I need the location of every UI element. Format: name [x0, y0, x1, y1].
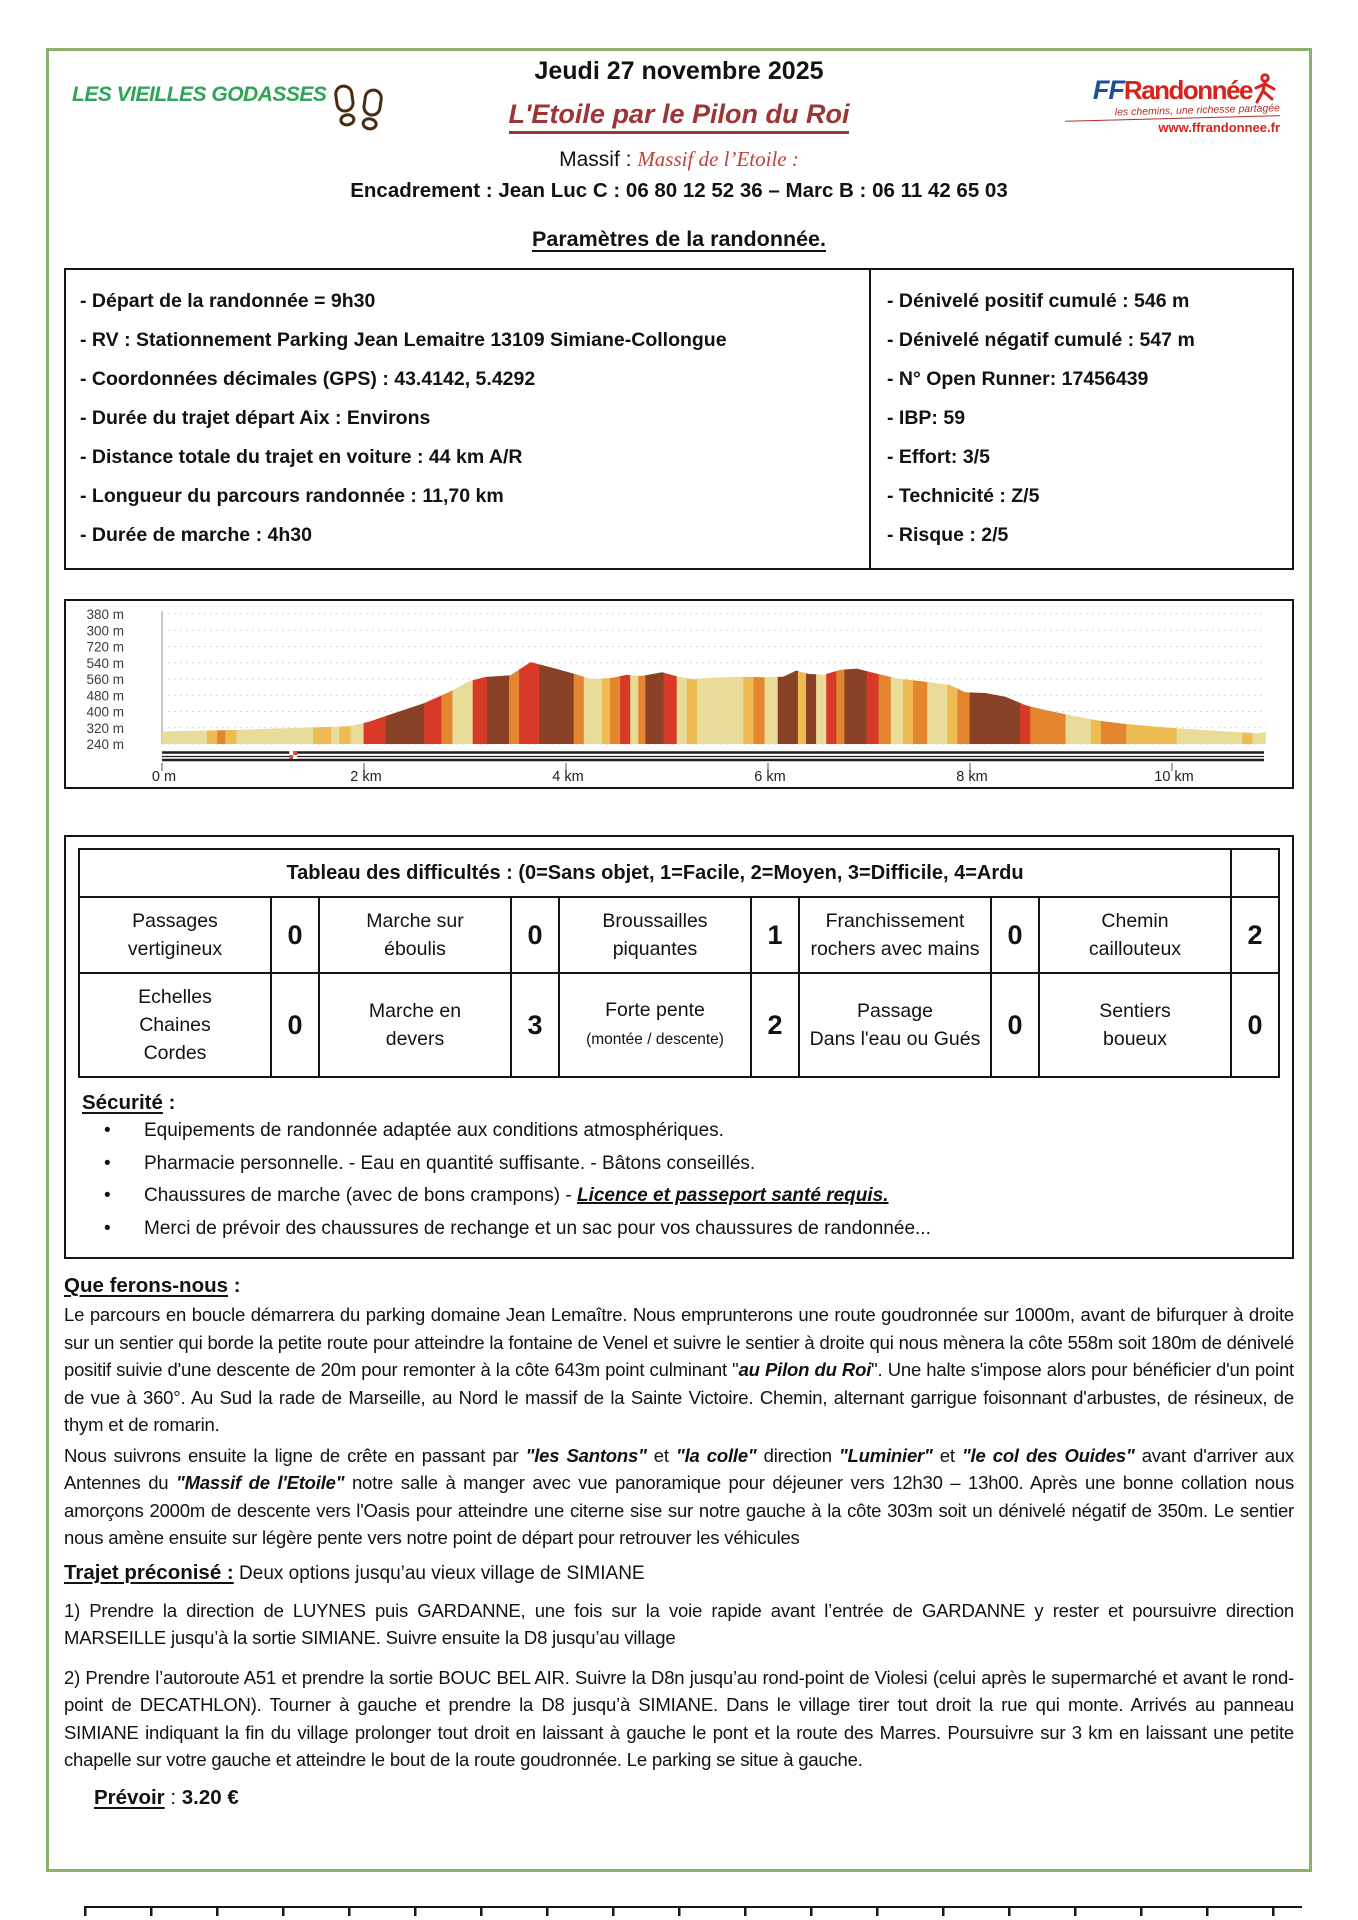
difficulty-value: 2 [751, 973, 799, 1077]
param-line: - Coordonnées décimales (GPS) : 43.4142, 5.4292 [80, 368, 536, 390]
params-left [66, 270, 869, 568]
params-right [869, 270, 1292, 568]
program-paragraph-2: Nous suivrons ensuite la ligne de crête en passant par "les Santons" et "la colle" direction "Luminier" et "le col des Ouides" avant d'arriver aux Antennes du "Massif de l'Etoile" notre salle à manger avec vue panoramique pour déjeuner vers 12h30 – 13h00. Après une bonne collation nous amorçons 2000m de descente vers l'Oasis pour atteindre une citerne sise sur notre gauche à la côte 303m soit un dénivelé négatif de 350m. Le sentier nous amène ensuite sur légère pente vers notre point de départ pour retrouver les véhicules [64, 1444, 1294, 1548]
param-line: - Longueur du parcours randonnée : 11,70 km [80, 485, 504, 507]
massif-value: Massif de l’Etoile : [637, 147, 799, 171]
params-box [64, 268, 1294, 570]
security-bullet: • Equipements de randonnée adaptée aux conditions atmosphériques. [104, 1115, 1280, 1148]
club-name: LES VIEILLES GODASSES [72, 83, 327, 106]
massif-label: Massif : [559, 148, 632, 171]
difficulty-label: Echelles Chaines Cordes [79, 973, 271, 1077]
bullet-icon: • [104, 1217, 111, 1239]
svg-text:0 m: 0 m [151, 769, 177, 783]
ffr-tagline: les chemins, une richesse partagée [1065, 102, 1280, 122]
difficulty-label: Chemin caillouteux [1039, 897, 1231, 973]
next-page-edge [84, 1906, 1302, 1916]
difficulty-label: Forte pente (montée / descente) [559, 973, 751, 1077]
program-title: Que ferons-nous : [64, 1274, 241, 1297]
elevation-profile [64, 599, 1294, 789]
difficulty-value: 0 [991, 897, 1039, 973]
route-title: Trajet préconisé : [64, 1560, 234, 1584]
difficulty-row [79, 973, 1279, 1077]
ffr-name-text: Randonnée [1123, 74, 1252, 105]
difficulty-table [78, 848, 1280, 1078]
svg-text:380 m: 380 m [86, 607, 124, 622]
prevoir-label: Prévoir [94, 1785, 165, 1809]
difficulty-label: Marche sur éboulis [319, 897, 511, 973]
svg-text:300 m: 300 m [86, 623, 124, 639]
svg-text:2 km: 2 km [350, 769, 382, 783]
security-list [78, 1115, 1280, 1245]
difficulty-value: 0 [271, 973, 319, 1077]
difficulty-table-title: Tableau des difficultés : (0=Sans objet, 1=Facile, 2=Moyen, 3=Difficile, 4=Ardu [79, 849, 1231, 897]
difficulty-value: 3 [511, 973, 559, 1077]
security-bullet: • Pharmacie personnelle. - Eau en quantité suffisante. - Bâtons conseillés. [104, 1148, 1280, 1181]
massif-line [64, 147, 1294, 172]
elevation-chart-svg [66, 601, 1294, 783]
security-bullet: • Merci de prévoir des chaussures de rechange et un sac pour vos chaussures de randonnée... [104, 1213, 1280, 1246]
difficulty-label: Broussailles piquantes [559, 897, 751, 973]
svg-text:480 m: 480 m [86, 688, 124, 704]
ffr-url: www.ffrandonnee.fr [1158, 120, 1280, 135]
difficulty-label: Franchissement rochers avec mains [799, 897, 991, 973]
param-line: - IBP: 59 [887, 407, 966, 429]
difficulty-security-box [64, 835, 1294, 1259]
bullet-icon: • [104, 1152, 111, 1174]
difficulty-value: 0 [991, 973, 1039, 1077]
date-title: Jeudi 27 novembre 2025 [534, 57, 824, 85]
difficulty-value: 0 [1231, 973, 1279, 1077]
prevoir-value: 3.20 € [181, 1785, 239, 1809]
svg-text:320 m: 320 m [86, 720, 124, 736]
club-logo [72, 83, 386, 141]
difficulty-label: Passage Dans l'eau ou Gués [799, 973, 991, 1077]
difficulty-row [79, 897, 1279, 973]
svg-text:540 m: 540 m [86, 655, 124, 671]
route-option-1: 1) Prendre la direction de LUYNES puis GARDANNE, une fois sur la voie rapide avant l’entrée de GARDANNE y rester et poursuivre direction MARSEILLE jusqu’à la sortie SIMIANE. Suivre ensuite la D8 jusqu’au village [64, 1599, 1294, 1648]
route-intro: Deux options jusqu’au vieux village de SIMIANE [239, 1562, 645, 1584]
program-paragraph-1: Le parcours en boucle démarrera du parking domaine Jean Lemaître. Nous emprunterons une route goudronnée sur 1000m, avant de bifurquer à droite sur un sentier qui borde la petite route pour atteindre la fontaine de Venel et suivre le sentier à droite qui nous mènera la côte 558m soit 180m de dénivelé positif suivie d'une descente de 20m pour remonter à la côte 643m point culminant "au Pilon du Roi". Une halte s'impose alors pour bénéficier d'un point de vue à 360°. Au Sud la rade de Marseille, au Nord le massif de la Sainte Victoire. Chemin, alternant garrigue foisonnant d'arbustes, de résineux, de thym et de romarin. [64, 1304, 1295, 1435]
param-line: - Technicité : Z/5 [887, 485, 1040, 507]
svg-text:560 m: 560 m [86, 672, 124, 687]
param-line: - Risque : 2/5 [887, 524, 1009, 546]
svg-text:240 m: 240 m [86, 737, 124, 752]
difficulty-label: Sentiers boueux [1039, 973, 1231, 1077]
param-line: - N° Open Runner: 17456439 [887, 368, 1149, 390]
page-border-frame [46, 48, 1312, 1872]
encadrement-line: Encadrement : Jean Luc C : 06 80 12 52 36 – Marc B : 06 11 42 65 03 [350, 179, 1008, 202]
difficulty-label: Marche en devers [319, 973, 511, 1077]
difficulty-header-row [79, 849, 1279, 897]
difficulty-value: 1 [751, 897, 799, 973]
param-line: - Distance totale du trajet en voiture : 44 km A/R [80, 446, 523, 468]
route-option-2: 2) Prendre l’autoroute A51 et prendre la sortie BOUC BEL AIR. Suivre la D8n jusqu’au rond-point de Violesi (celui après le supermarché et avant le rond-point de DECATHLON). Tourner à gauche et prendre la D8 jusqu’à SIMIANE. Dans le village tirer tout droit la rue qui monte. Arrivés au panneau SIMIANE indiquant la fin du village prolonger tout droit en laissant à gauche le pont et la route des Marres. Poursuivre sur 3 km en laissant une petite chapelle sur votre gauche et atteindre le bout de la route goudronnée. Le parking se situe à gauche. [64, 1666, 1294, 1770]
bullet-icon: • [104, 1120, 111, 1141]
difficulty-table-body [79, 849, 1279, 1077]
header [64, 51, 1294, 211]
svg-text:6 km: 6 km [754, 769, 786, 783]
svg-text:8 km: 8 km [956, 769, 988, 783]
prevoir-line: Prévoir : 3.20 € [94, 1785, 239, 1809]
param-line: - Dénivelé négatif cumulé : 547 m [887, 329, 1195, 351]
bullet-icon: • [104, 1185, 111, 1206]
param-line: - Durée de marche : 4h30 [80, 524, 312, 546]
param-line: - Durée du trajet départ Aix : Environs [80, 407, 431, 429]
security-title: Sécurité : [82, 1091, 176, 1114]
ffr-ff-text: FF [1092, 74, 1124, 105]
route-title-line [64, 1561, 1294, 1585]
difficulty-value: 2 [1231, 897, 1279, 973]
svg-text:720 m: 720 m [86, 639, 124, 655]
svg-text:10 km: 10 km [1154, 769, 1194, 783]
param-line: - Effort: 3/5 [887, 446, 990, 468]
footprints-icon [332, 83, 386, 141]
difficulty-header-empty-cell [1231, 849, 1279, 897]
difficulty-label: Passages vertigineux [79, 897, 271, 973]
section-title-parametres: Paramètres de la randonnée. [532, 227, 826, 251]
ffrandonnee-wordmark [1065, 73, 1280, 107]
security-bullet: • Chaussures de marche (avec de bons crampons) - Licence et passeport santé requis. [104, 1180, 1280, 1213]
svg-text:400 m: 400 m [86, 704, 124, 720]
difficulty-value: 0 [511, 897, 559, 973]
ffrandonnee-logo [1065, 73, 1280, 135]
param-line: - Dénivelé positif cumulé : 546 m [887, 290, 1190, 312]
param-line: - Départ de la randonnée = 9h30 [80, 290, 376, 312]
difficulty-value: 0 [271, 897, 319, 973]
param-line: - RV : Stationnement Parking Jean Lemaitre 13109 Simiane-Collongue [80, 329, 727, 351]
hike-title: L'Etoile par le Pilon du Roi [509, 99, 850, 134]
svg-text:4 km: 4 km [552, 769, 584, 783]
